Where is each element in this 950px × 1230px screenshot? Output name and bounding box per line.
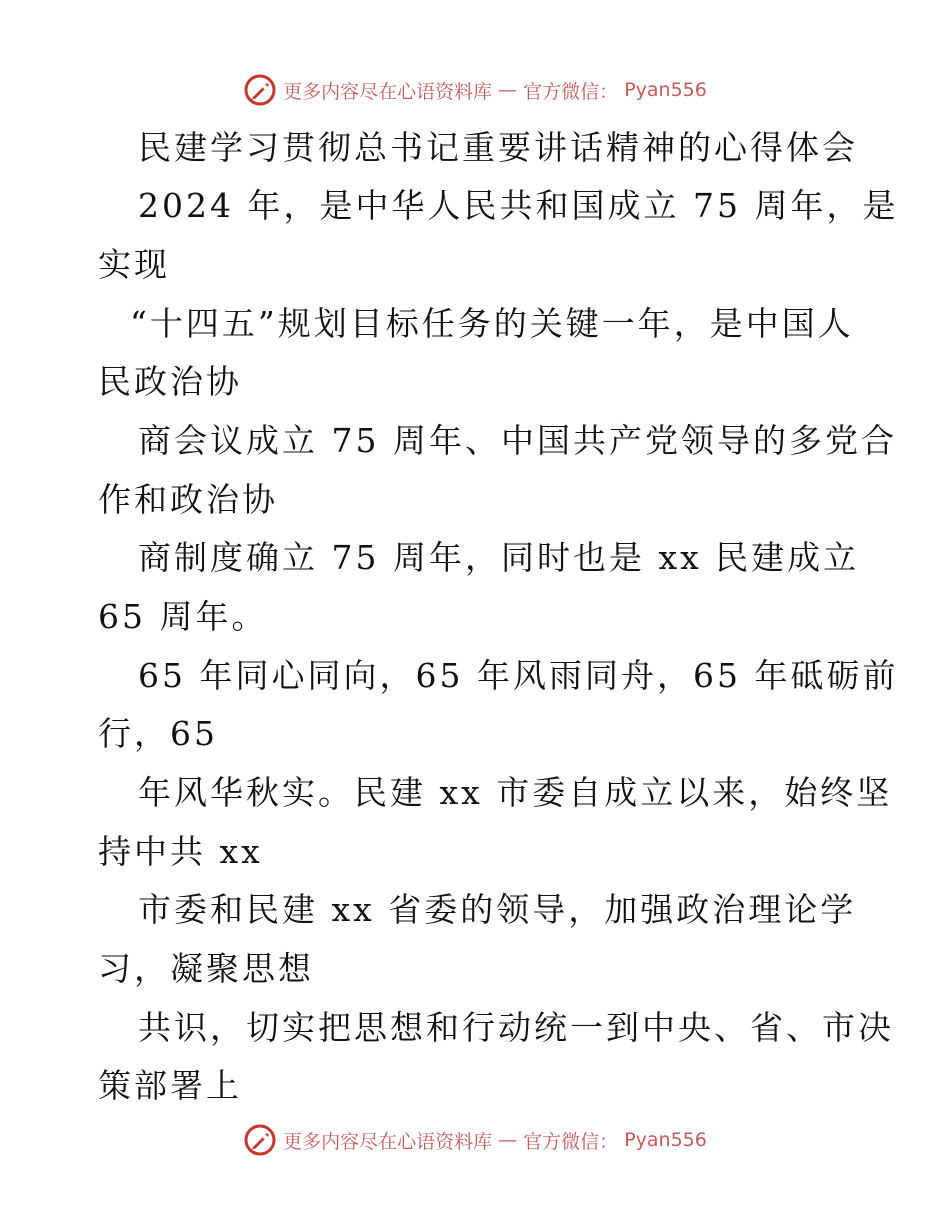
paragraph-line: 习，凝聚思想 <box>98 949 314 988</box>
wechat-id: Pyan556 <box>624 79 707 101</box>
paragraph-line: 年风华秋实。民建 xx 市委自成立以来，始终坚 <box>138 773 893 812</box>
paragraph-line: 作和政治协 <box>98 480 278 519</box>
paragraph-line: 行，65 <box>98 714 218 753</box>
site-name-text: 更多内容尽在心语资料库 <box>283 1130 493 1153</box>
paragraph-line: 商会议成立 75 周年、中国共产党领导的多党合 <box>138 421 897 460</box>
document-title: 民建学习贯彻总书记重要讲话精神的心得体会 <box>138 128 858 167</box>
paragraph-line: “十四五”规划目标任务的关键一年，是中国人 <box>130 304 854 343</box>
paragraph-line: 2024 年，是中华人民共和国成立 75 周年，是 <box>138 186 899 225</box>
footer-banner <box>0 1120 950 1160</box>
paragraph-line: 市委和民建 xx 省委的领导，加强政治理论学 <box>138 890 857 929</box>
banner-dash: — <box>498 1129 518 1151</box>
paragraph-line: 持中共 xx <box>98 832 263 871</box>
site-name-text: 更多内容尽在心语资料库 <box>283 80 493 103</box>
paragraph-line: 策部署上 <box>98 1066 242 1105</box>
paragraph-line: 实现 <box>98 245 170 284</box>
paragraph-line: 共识，切实把思想和行动统一到中央、省、市决 <box>138 1008 894 1047</box>
pen-nib-circle-icon <box>243 73 277 107</box>
pen-nib-circle-icon <box>243 1123 277 1157</box>
paragraph-line: 65 年同心同向，65 年风雨同舟，65 年砥砺前 <box>138 656 899 695</box>
wechat-id: Pyan556 <box>624 1129 707 1151</box>
wechat-label: 官方微信： <box>523 1130 619 1153</box>
paragraph-line: 商制度确立 75 周年，同时也是 xx 民建成立 <box>138 538 860 577</box>
header-banner <box>0 70 950 110</box>
wechat-label: 官方微信： <box>523 80 619 103</box>
banner-dash: — <box>498 79 518 101</box>
paragraph-line: 65 周年。 <box>98 597 268 636</box>
paragraph-line: 民政治协 <box>98 362 242 401</box>
